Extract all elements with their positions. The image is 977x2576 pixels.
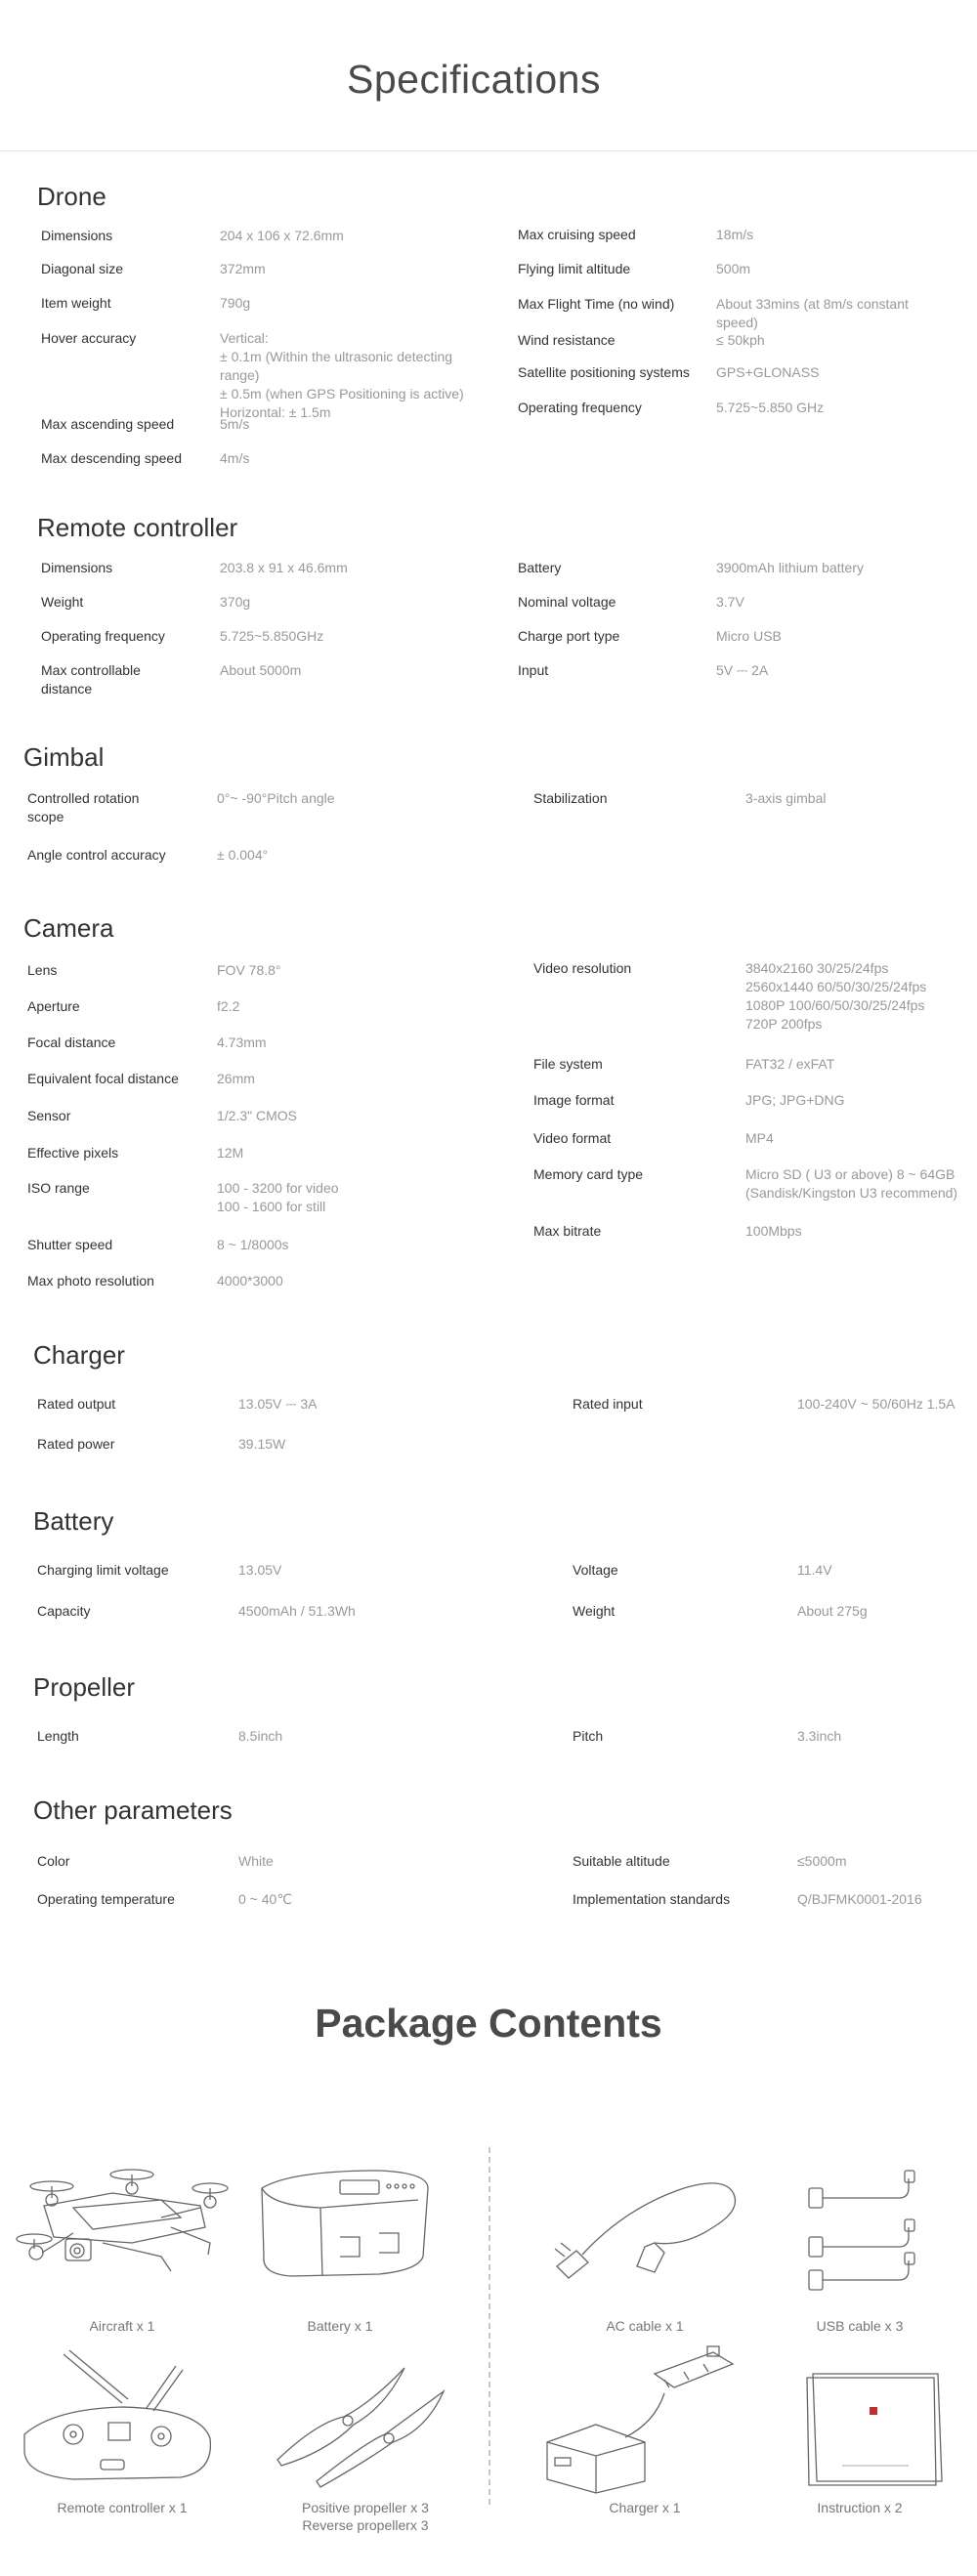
spec-value: 372mm (220, 261, 266, 276)
spec-value: Q/BJFMK0001-2016 (797, 1891, 922, 1907)
spec-value: JPG; JPG+DNG (745, 1092, 845, 1108)
spec-label: Memory card type (533, 1166, 644, 1182)
spec-label: Rated input (573, 1396, 643, 1412)
remote-controller-illustration-icon (15, 2344, 230, 2501)
spec-label: Operating frequency (518, 400, 642, 415)
package-item-caption: Instruction x 2 (817, 2500, 903, 2515)
spec-value: 100-240V ~ 50/60Hz 1.5A (797, 1396, 956, 1412)
spec-label: Max bitrate (533, 1223, 602, 1239)
spec-label: Battery (518, 560, 562, 575)
spec-value: 100 - 3200 for video 100 - 1600 for still (217, 1180, 339, 1214)
package-item-caption: Aircraft x 1 (89, 2318, 155, 2334)
title-divider (0, 150, 977, 151)
spec-label: Implementation standards (573, 1891, 731, 1907)
spec-label: Suitable altitude (573, 1853, 670, 1869)
spec-value: 3-axis gimbal (745, 790, 827, 806)
spec-value: 4m/s (220, 450, 250, 466)
spec-label: Max cruising speed (518, 227, 636, 242)
spec-label: Lens (27, 962, 58, 978)
usb-cable-illustration-icon (752, 2149, 967, 2305)
charger-illustration-icon (537, 2344, 752, 2501)
spec-value: 39.15W (238, 1436, 286, 1452)
spec-value: About 275g (797, 1603, 868, 1619)
section-title-charger: Charger (33, 1340, 125, 1370)
spec-label: Max Flight Time (no wind) (518, 296, 675, 312)
spec-value: 5V ⎓ 2A (716, 662, 769, 678)
spec-label: Item weight (41, 295, 111, 311)
package-item-caption: AC cable x 1 (606, 2318, 684, 2334)
spec-label: Pitch (573, 1728, 604, 1744)
spec-label: Max descending speed (41, 450, 182, 466)
spec-label: File system (533, 1056, 603, 1072)
spec-value: GPS+GLONASS (716, 364, 820, 380)
spec-value: 5.725~5.850GHz (220, 628, 324, 644)
spec-value: 26mm (217, 1071, 255, 1086)
spec-value: 5.725~5.850 GHz (716, 400, 825, 415)
spec-value: 0°~ -90°Pitch angle (217, 790, 335, 806)
spec-label: Operating frequency (41, 628, 165, 644)
spec-label: Angle control accuracy (27, 847, 166, 863)
spec-value: FOV 78.8° (217, 962, 281, 978)
spec-label: Weight (41, 594, 84, 610)
spec-value: 11.4V (797, 1562, 832, 1578)
spec-value: 13.05V (238, 1562, 282, 1578)
spec-label: Color (37, 1853, 70, 1869)
spec-label: Nominal voltage (518, 594, 616, 610)
spec-label: Satellite positioning systems (518, 364, 690, 380)
spec-label: Max photo resolution (27, 1273, 154, 1288)
spec-label: Stabilization (533, 790, 608, 806)
spec-value: 1/2.3" CMOS (217, 1108, 297, 1123)
spec-label: Weight (573, 1603, 616, 1619)
package-item-caption: Battery x 1 (307, 2318, 373, 2334)
section-title-other: Other parameters (33, 1795, 233, 1825)
package-contents-title: Package Contents (315, 2001, 662, 2046)
spec-label: ISO range (27, 1180, 90, 1196)
spec-label: Focal distance (27, 1035, 116, 1050)
spec-value: 203.8 x 91 x 46.6mm (220, 560, 348, 575)
section-title-camera: Camera (23, 913, 114, 943)
spec-value: 790g (220, 295, 251, 311)
spec-label: Diagonal size (41, 261, 124, 276)
spec-value: 4000*3000 (217, 1273, 283, 1288)
section-title-propeller: Propeller (33, 1672, 136, 1702)
section-title-gimbal: Gimbal (23, 742, 105, 772)
spec-value: ≤5000m (797, 1853, 847, 1869)
spec-value: 3840x2160 30/25/24fps 2560x1440 60/50/30/25/24fps 1080P 100/60/50/30/25/24fps 720P 200fps (745, 960, 927, 1032)
propeller-illustration-icon (258, 2344, 473, 2501)
spec-label: Wind resistance (518, 332, 616, 348)
spec-value: 18m/s (716, 227, 754, 242)
spec-value: About 33mins (at 8m/s constant speed) (716, 296, 909, 330)
spec-value: 0 ~ 40℃ (238, 1891, 293, 1907)
page-title: Specifications (347, 57, 601, 102)
spec-label: Voltage (573, 1562, 618, 1578)
spec-label: Operating temperature (37, 1891, 175, 1907)
spec-value: Micro SD ( U3 or above) 8 ~ 64GB (Sandisk/Kingston U3 recommend) (745, 1166, 958, 1201)
spec-label: Dimensions (41, 228, 113, 243)
package-divider (488, 2147, 490, 2505)
spec-value: 4500mAh / 51.3Wh (238, 1603, 356, 1619)
spec-label: Aperture (27, 998, 80, 1014)
spec-value: 204 x 106 x 72.6mm (220, 228, 344, 243)
spec-value: 370g (220, 594, 251, 610)
package-item-caption: USB cable x 3 (816, 2318, 904, 2334)
spec-label: Rated power (37, 1436, 115, 1452)
spec-value: 4.73mm (217, 1035, 267, 1050)
package-item-caption: Charger x 1 (609, 2500, 681, 2515)
spec-value: 12M (217, 1145, 244, 1161)
section-title-drone: Drone (37, 182, 106, 211)
section-title-remote: Remote controller (37, 513, 238, 542)
spec-value: White (238, 1853, 274, 1869)
ac-cable-illustration-icon (537, 2149, 752, 2305)
spec-value: 500m (716, 261, 751, 276)
spec-label: Shutter speed (27, 1237, 113, 1252)
spec-label: Dimensions (41, 560, 113, 575)
spec-label: Max controllable distance (41, 662, 141, 697)
spec-label: Video resolution (533, 960, 632, 976)
spec-label: Input (518, 662, 549, 678)
spec-value: About 5000m (220, 662, 302, 678)
spec-value: 3900mAh lithium battery (716, 560, 864, 575)
spec-label: Sensor (27, 1108, 71, 1123)
spec-value: ≤ 50kph (716, 332, 765, 348)
spec-label: Equivalent focal distance (27, 1071, 179, 1086)
spec-label: Video format (533, 1130, 612, 1146)
spec-value: 13.05V ⎓ 3A (238, 1396, 318, 1412)
spec-value: Micro USB (716, 628, 782, 644)
spec-value: Vertical: ± 0.1m (Within the ultrasonic detecting range) ± 0.5m (when GPS Positioning is active) Horizontal: ± 1.5m (220, 330, 464, 420)
section-title-battery: Battery (33, 1506, 114, 1536)
spec-label: Hover accuracy (41, 330, 137, 346)
package-item-caption: Remote controller x 1 (57, 2500, 188, 2515)
instruction-booklet-illustration-icon (752, 2344, 967, 2501)
spec-label: Controlled rotation scope (27, 790, 140, 824)
spec-label: Charge port type (518, 628, 620, 644)
package-item-caption: Positive propeller x 3 Reverse propellerx 3 (302, 2500, 429, 2533)
spec-value: FAT32 / exFAT (745, 1056, 835, 1072)
spec-value: MP4 (745, 1130, 774, 1146)
spec-label: Flying limit altitude (518, 261, 631, 276)
spec-label: Image format (533, 1092, 615, 1108)
spec-value: f2.2 (217, 998, 240, 1014)
spec-value: 8 ~ 1/8000s (217, 1237, 289, 1252)
spec-value: ± 0.004° (217, 847, 269, 863)
spec-label: Capacity (37, 1603, 91, 1619)
spec-label: Length (37, 1728, 79, 1744)
spec-value: 3.3inch (797, 1728, 842, 1744)
spec-label: Rated output (37, 1396, 116, 1412)
battery-illustration-icon (233, 2149, 447, 2305)
spec-label: Charging limit voltage (37, 1562, 169, 1578)
spec-value: 100Mbps (745, 1223, 802, 1239)
spec-value: 5m/s (220, 416, 250, 432)
spec-label: Max ascending speed (41, 416, 175, 432)
spec-value: 3.7V (716, 594, 744, 610)
spec-label: Effective pixels (27, 1145, 119, 1161)
drone-illustration-icon (15, 2149, 230, 2305)
spec-value: 8.5inch (238, 1728, 283, 1744)
